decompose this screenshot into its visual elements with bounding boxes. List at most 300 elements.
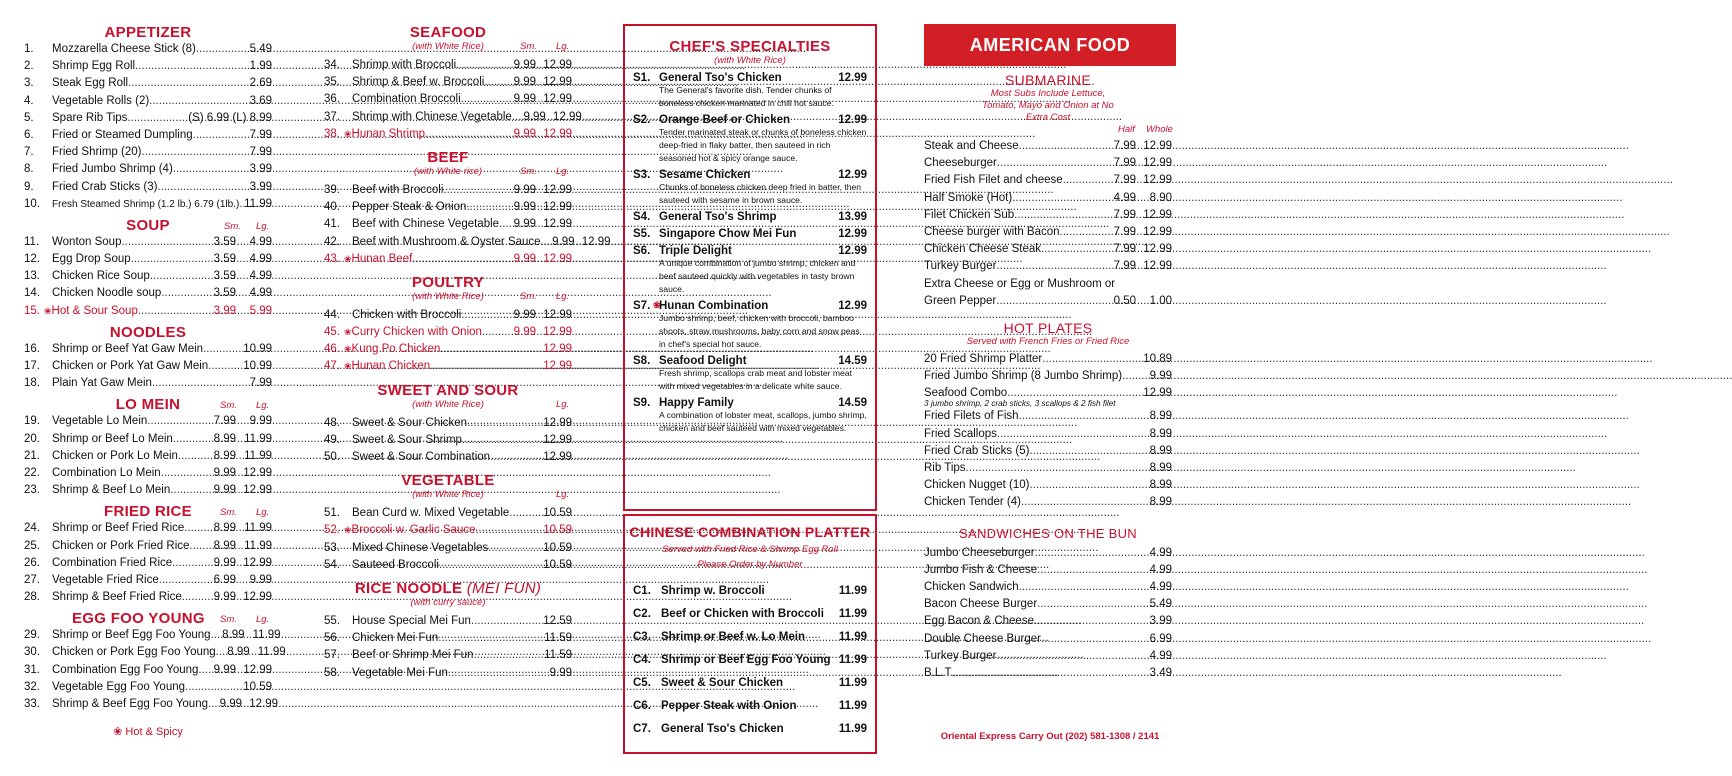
item-price: 12.99 <box>543 451 572 463</box>
menu-item <box>24 448 272 465</box>
combo-note-1: Served with Fried Rice & Shrimp Egg Roll <box>662 544 838 555</box>
extra-line-1: Extra Cheese or Egg or Mushroom or <box>924 277 1116 290</box>
item-name: Shrimp w. Broccoli <box>661 585 765 597</box>
item-number: 9. <box>24 180 34 193</box>
item-price: 1.99 <box>249 60 272 73</box>
item-number: 3. <box>24 77 34 90</box>
item-name: Combination Fried Rice <box>52 556 173 569</box>
item-name: Fried Filets of Fish <box>924 410 1019 423</box>
size-head-lg: Lg. <box>256 507 270 519</box>
item-name: Wonton Soup <box>52 235 122 248</box>
specialty-item <box>625 228 875 240</box>
price-large: 12.99 <box>243 556 272 569</box>
chili-pepper-icon: ❀ <box>44 305 52 316</box>
item-description: 3 jumbo shrimp, 2 crab sticks, 3 scallops & 2 fish filet <box>924 399 1116 409</box>
price-small: 7.99 <box>1113 174 1136 187</box>
size-head-lg: Lg. <box>256 400 270 412</box>
leader-dots <box>499 216 506 233</box>
beef-list <box>324 182 611 268</box>
item-number: S3. <box>633 169 651 181</box>
leader-dots <box>824 603 839 626</box>
leader-dots <box>951 665 1149 682</box>
leader-dots <box>1021 494 1150 511</box>
size-head-sm: Sm. <box>520 290 537 302</box>
menu-item <box>324 216 572 233</box>
leader-dots <box>456 57 506 74</box>
ricenoodle-title: RICE NOODLE <box>354 579 463 597</box>
item-name: Beef or Shrimp Mei Fun <box>352 649 474 662</box>
item-name: Hot & Sour Soup <box>51 304 138 317</box>
item-number: 19. <box>24 415 40 428</box>
item-price: 10.59 <box>543 524 572 537</box>
leader-dots <box>1019 408 1150 425</box>
item-price: 11.99 <box>838 654 867 666</box>
item-price: 14.59 <box>838 355 867 367</box>
item-price: 13.99 <box>838 211 867 223</box>
item-name: 20 Fried Shrimp Platter <box>924 352 1043 365</box>
leader-dots <box>189 538 206 555</box>
item-number: 16. <box>24 342 40 355</box>
item-name: Shrimp or Beef Egg Foo Young <box>661 654 831 666</box>
chili-pepper-icon: ❀ <box>653 300 661 310</box>
leader-dots <box>159 572 206 589</box>
price-small: 3.59 <box>213 287 236 300</box>
price-small: 8.99 <box>213 449 236 462</box>
combo-item <box>625 603 875 626</box>
specialty-row <box>625 355 875 367</box>
item-name: Sweet & Sour Shrimp <box>352 433 462 446</box>
item-number: S2. <box>633 114 651 126</box>
item-name: Shrimp or Beef w. Lo Mein <box>661 631 805 643</box>
item-name: Half Smoke (Hot) <box>924 191 1013 204</box>
poultry-list <box>324 307 572 376</box>
item-name: House Special Mei Fun <box>352 614 471 627</box>
item-name: Jumbo Fish & Cheese <box>924 563 1038 576</box>
price-small: 9.99 <box>513 93 536 106</box>
item-number: 25. <box>24 539 40 552</box>
leader-dots <box>747 355 839 367</box>
item-price: 12.59 <box>543 614 572 627</box>
menu-item <box>24 144 272 161</box>
leader-dots <box>732 245 838 257</box>
item-name: Seafood Delight <box>659 355 747 367</box>
leader-dots <box>208 358 243 375</box>
leader-dots <box>765 580 839 603</box>
price-large: 12.99 <box>543 343 572 356</box>
price-large: 12.99 <box>243 484 272 497</box>
price-large: 12.99 <box>543 59 572 71</box>
soup-list <box>24 234 272 320</box>
price-large: 10.59 <box>243 680 272 693</box>
leader-dots <box>152 375 250 392</box>
leader-dots <box>996 648 1149 665</box>
noodles-list <box>24 341 272 393</box>
item-price: 12.99 <box>838 72 867 84</box>
price-small: 7.99 <box>213 415 236 428</box>
item-name: Kung Po Chicken <box>351 343 441 356</box>
menu-item <box>24 179 272 196</box>
item-name: General Tso's Chicken <box>661 723 784 735</box>
item-number: 15. <box>24 304 40 317</box>
chili-pepper-icon: ❀ <box>344 327 352 338</box>
item-number: 57. <box>324 649 340 662</box>
item-name: General Tso's Shrimp <box>659 211 777 223</box>
item-price: 7.99 <box>249 146 272 159</box>
item-price: 8.99 <box>1149 444 1172 457</box>
menu-item <box>24 196 272 213</box>
menu-item <box>324 540 572 557</box>
item-name: Shrimp & Beef w. Broccoli <box>352 76 485 89</box>
menu-item <box>24 555 272 572</box>
menu-item <box>324 415 572 432</box>
leader-dots <box>1041 241 1102 258</box>
item-number: 40. <box>324 201 340 214</box>
specialty-item <box>625 245 875 296</box>
specialty-item <box>625 300 875 351</box>
price-large: 5.99 <box>249 304 272 317</box>
item-number: 24. <box>24 522 40 535</box>
item-price: 5.49 <box>249 43 272 55</box>
price-large: 12.99 <box>543 76 572 89</box>
item-price: 4.99 <box>1149 546 1172 559</box>
price-large: 12.99 <box>553 110 582 123</box>
item-price: 11.99 <box>838 608 867 620</box>
item-number: C7. <box>633 723 651 735</box>
leader-dots <box>138 303 206 320</box>
price-large: 12.99 <box>543 201 572 214</box>
item-number: 7. <box>24 146 34 159</box>
section-title-sandwiches: SANDWICHES ON THE BUN <box>959 525 1137 541</box>
menu-item <box>24 93 272 110</box>
hot-legend <box>24 725 272 738</box>
item-name: Rib Tips <box>924 462 966 474</box>
item-price: (S) 6.99 (L) 8.99 <box>188 111 272 124</box>
leader-dots <box>184 520 206 537</box>
leader-dots <box>127 110 188 127</box>
column-4 <box>924 72 1172 682</box>
price-small: 9.99 <box>513 308 536 321</box>
leader-dots <box>430 358 506 375</box>
leader-dots <box>173 431 206 448</box>
specialty-row <box>625 228 875 240</box>
menu-item <box>324 199 572 216</box>
menu-item <box>324 182 572 199</box>
price-large: 12.99 <box>543 252 572 265</box>
item-name: Turkey Burger <box>924 260 997 273</box>
combo-item <box>625 626 875 649</box>
chili-pepper-icon: ❀ <box>344 361 352 372</box>
menu-item <box>24 234 272 251</box>
item-number: C6. <box>633 700 651 712</box>
menu-item <box>24 413 272 430</box>
leader-dots <box>198 662 206 679</box>
item-name: Happy Family <box>659 397 734 409</box>
combo-item <box>625 649 875 672</box>
price-large: 12.99 <box>543 93 572 106</box>
item-number: 37. <box>324 110 340 123</box>
price-large: 11.99 <box>257 646 286 659</box>
item-description: Chunks of boneless chicken deep fried in batter, then sauteed with sesame in brown sauce. <box>659 182 862 205</box>
item-price: 10.89 <box>1143 352 1172 365</box>
size-head-sm: Sm. <box>220 400 237 412</box>
item-price: 7.99 <box>249 128 272 141</box>
leader-dots <box>461 91 506 108</box>
menu-item <box>324 126 572 143</box>
item-number: 56. <box>324 632 340 645</box>
item-number: 30. <box>24 646 40 659</box>
item-name: Shrimp Egg Roll <box>52 60 136 73</box>
leader-dots <box>425 126 506 143</box>
leader-dots <box>131 251 206 268</box>
item-name: Chicken Sandwich <box>924 580 1019 593</box>
item-number: 11. <box>24 235 40 248</box>
menu-item <box>924 258 1172 275</box>
item-name: Mozzarella Cheese Stick (8) <box>52 43 196 55</box>
specialty-row <box>625 211 875 223</box>
item-name: Sweet & Sour Chicken <box>352 416 468 429</box>
price-small: 9.99 <box>513 127 536 140</box>
menu-item <box>324 613 572 630</box>
item-description: A combination of lobster meat, scallops, jumbo shrimp, chicken and beef sauteed with mixed vegetables. <box>659 410 867 433</box>
leader-dots <box>482 324 506 341</box>
price-large: 11.99 <box>244 449 272 462</box>
price-small: 4.99 <box>1113 191 1136 204</box>
menu-item <box>24 285 272 302</box>
item-name: Orange Beef or Chicken <box>659 114 791 126</box>
combo-note-2: Please Order by Number <box>697 559 803 570</box>
menu-item <box>24 41 272 58</box>
price-small: 7.99 <box>1113 140 1136 152</box>
item-number: 29. <box>24 629 40 642</box>
item-number: 32. <box>24 680 40 693</box>
size-head-lg: Lg. <box>556 489 570 501</box>
specialty-item <box>625 397 875 435</box>
hotplates-list <box>924 351 1172 512</box>
price-small: 7.99 <box>1113 157 1136 170</box>
extra-line-2: Green Pepper <box>924 294 997 307</box>
price-half: 0.50 <box>1113 294 1136 307</box>
item-name: Sesame Chicken <box>659 169 751 181</box>
menu-item <box>24 110 272 127</box>
extra-row-2 <box>924 293 1172 310</box>
item-number: 42. <box>324 235 340 248</box>
menu-item <box>924 631 1172 648</box>
combo-item <box>625 718 875 741</box>
item-name: Singapore Chow Mei Fun <box>659 228 797 240</box>
leader-dots <box>784 718 839 741</box>
specialty-row <box>625 114 875 126</box>
leader-dots <box>1122 368 1149 385</box>
item-name: Shrimp or Beef Egg Foo Young <box>52 629 211 642</box>
price-small: 9.99 <box>513 59 536 71</box>
leader-dots <box>997 155 1102 172</box>
item-price: 3.49 <box>1149 666 1172 679</box>
price-small: 9.99 <box>552 235 575 248</box>
combination-platter-box <box>623 514 877 754</box>
menu-item <box>24 482 272 499</box>
item-name: Fried Crab Sticks (3) <box>52 180 158 193</box>
section-title-submarine: SUBMARINE <box>1005 72 1091 88</box>
leader-dots <box>777 211 839 223</box>
item-name: Bean Curd w. Mixed Vegetable <box>352 507 510 520</box>
leader-dots <box>467 415 543 432</box>
hot-legend-label: Hot & Spicy <box>125 726 183 739</box>
leader-dots <box>1019 138 1102 155</box>
item-name: Chicken Mei Fun <box>352 632 439 645</box>
price-large: 8.90 <box>1149 191 1172 204</box>
item-name: Egg Bacon & Cheese <box>924 615 1034 628</box>
leader-dots <box>750 169 838 181</box>
price-small: 3.59 <box>213 270 236 283</box>
leader-dots <box>790 114 838 126</box>
item-number: 8. <box>24 163 34 176</box>
item-name: Shrimp & Beef Egg Foo Young <box>52 698 208 710</box>
menu-item <box>324 358 572 375</box>
item-name: Chicken Cheese Steak <box>924 243 1041 256</box>
menu-item <box>924 408 1172 425</box>
item-number: 43. <box>324 252 340 265</box>
item-name: Steak and Cheese <box>924 140 1019 152</box>
leader-dots <box>1034 613 1150 630</box>
item-name: Vegetable Mei Fun <box>352 666 448 679</box>
item-name: Fried Scallops <box>924 427 997 440</box>
price-small: 3.59 <box>213 235 236 248</box>
section-title-ricenoodle <box>324 580 572 597</box>
item-name: Sweet & Sour Chicken <box>661 677 784 689</box>
item-name: Fried Jumbo Shrimp (8 Jumbo Shrimp) <box>924 370 1123 383</box>
price-large: 11.99 <box>244 432 272 445</box>
section-note: (with curry sauce) <box>410 596 486 608</box>
item-price: 9.99 <box>1149 370 1172 383</box>
item-number: 51. <box>324 507 340 520</box>
item-number: 52. <box>324 524 340 537</box>
item-number: 35. <box>324 76 340 89</box>
leader-dots <box>135 58 250 75</box>
menu-item <box>924 545 1172 562</box>
item-name: Chicken or Pork Fried Rice <box>52 539 190 552</box>
section-note: (with White Rice) <box>412 489 484 501</box>
menu-item <box>24 627 281 644</box>
item-price: 11.99 <box>244 197 272 210</box>
item-number: 36. <box>324 93 340 106</box>
item-number: C3. <box>633 631 651 643</box>
menu-item <box>924 460 1172 477</box>
menu-item <box>24 375 272 392</box>
leader-dots <box>796 695 838 718</box>
leader-dots <box>170 482 206 499</box>
menu-item <box>924 443 1172 460</box>
chef-specialties-box <box>623 24 877 511</box>
item-name: Vegetable Rolls (2) <box>52 94 150 107</box>
leader-dots <box>150 268 206 285</box>
specialty-item <box>625 114 875 165</box>
item-price: 11.59 <box>544 649 572 662</box>
ricenoodle-title-2: (MEI FUN) <box>466 579 542 597</box>
item-name: Chicken or Pork Lo Mein <box>52 449 178 462</box>
specialty-item <box>625 169 875 207</box>
lomein-list <box>24 413 272 499</box>
price-large: 12.99 <box>543 308 572 321</box>
menu-item <box>924 224 1172 241</box>
item-name: Combination Egg Foo Young <box>52 663 199 676</box>
item-number: 2. <box>24 60 34 73</box>
size-head-sm: Sm. <box>224 220 241 232</box>
item-number: S1. <box>633 72 651 84</box>
item-number: 21. <box>24 449 40 462</box>
item-price: 12.99 <box>838 245 867 257</box>
item-name: Double Cheese Burger <box>924 632 1041 645</box>
item-name: Shrimp with Broccoli <box>352 59 457 71</box>
specialty-item <box>625 72 875 110</box>
menu-item <box>924 172 1172 189</box>
price-large: 12.99 <box>1143 208 1172 221</box>
item-number: 14. <box>24 287 40 300</box>
item-name: Fresh Steamed Shrimp (1.2 lb.) 6.79 (1lb.) <box>52 198 240 210</box>
leader-dots <box>173 161 250 178</box>
price-small: 9.99 <box>513 76 536 89</box>
leader-dots <box>509 505 543 522</box>
price-small: 8.99 <box>222 629 245 642</box>
section-title-vegetable: VEGETABLE <box>401 472 495 490</box>
price-large: 12.99 <box>543 326 572 339</box>
item-name: Chicken Rice Soup <box>52 270 150 283</box>
item-name: Cheese burger with Bacon <box>924 225 1060 238</box>
item-name: Fried Jumbo Shrimp (4) <box>52 163 173 176</box>
american-food-banner: AMERICAN FOOD <box>924 24 1176 66</box>
sandwiches-list <box>924 545 1172 683</box>
price-small: 9.99 <box>513 183 536 196</box>
leader-dots <box>448 665 550 682</box>
chili-pepper-icon: ❀ <box>344 253 352 264</box>
item-number: 18. <box>24 377 40 390</box>
price-large: 4.99 <box>249 270 272 283</box>
size-head-whole: Whole <box>1146 124 1173 135</box>
leader-dots <box>734 397 838 409</box>
appetizer-list <box>24 41 272 213</box>
item-number: 1. <box>24 43 34 55</box>
menu-item <box>924 648 1172 665</box>
menu-item <box>24 679 272 696</box>
item-number: 27. <box>24 573 40 586</box>
section-title-soup: SOUP <box>126 216 170 234</box>
price-large: 9.99 <box>249 415 272 428</box>
leader-dots <box>439 557 543 574</box>
chef-list <box>625 72 875 435</box>
item-name: Hunan Chicken <box>351 360 431 373</box>
section-title-hotplates: HOT PLATES <box>1003 319 1093 336</box>
menu-item <box>24 341 272 358</box>
menu-item <box>24 538 272 555</box>
item-name: Pepper Steak with Onion <box>661 700 797 712</box>
item-price: 12.99 <box>838 300 867 312</box>
menu-item <box>324 557 572 574</box>
leader-dots <box>484 74 506 91</box>
menu-item <box>24 75 272 92</box>
item-price: 8.99 <box>1149 427 1172 440</box>
menu-item <box>324 74 572 91</box>
item-name: Beef with Mushroom & Oyster Sauce <box>352 235 541 248</box>
leader-dots <box>128 75 250 92</box>
section-title-beef: BEEF <box>427 148 469 166</box>
item-price: 8.99 <box>1149 496 1172 509</box>
size-head-half: Half <box>1118 124 1135 135</box>
menu-item <box>24 589 272 606</box>
item-number: 12. <box>24 253 40 266</box>
menu-item <box>24 696 278 713</box>
specialty-row <box>625 72 875 84</box>
item-name: Broccoli w. Garlic Sauce <box>351 524 476 537</box>
price-large: 12.99 <box>1143 225 1172 238</box>
